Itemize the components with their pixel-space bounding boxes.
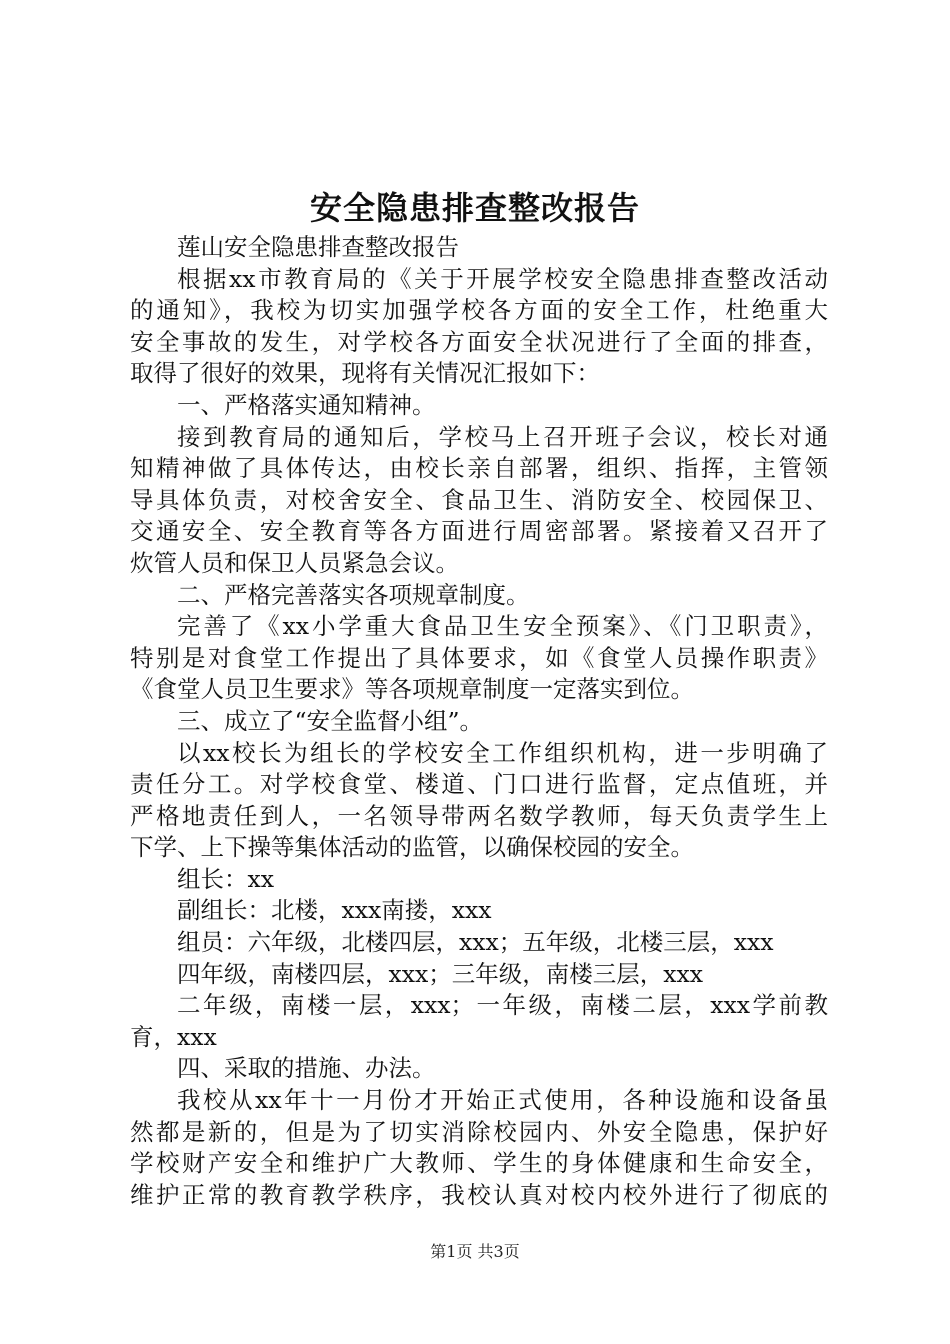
page-footer: 第1页 共3页 [430, 1242, 520, 1261]
body-line: 导具体负责，对校舍安全、食品卫生、消防安全、校园保卫、 [130, 485, 828, 514]
body-line: 副组长：北楼，xxx南搂，xxx [177, 896, 492, 925]
page-title: 安全隐患排查整改报告 [309, 189, 640, 227]
body-line: 《食堂人员卫生要求》等各项规章制度一定落实到位。 [130, 675, 694, 704]
body-line: 四年级，南楼四层，xxx；三年级，南楼三层，xxx [177, 959, 704, 988]
body-line: 三、成立了“安全监督小组”。 [177, 706, 484, 735]
body-line: 以xx校长为组长的学校安全工作组织机构，进一步明确了 [177, 738, 828, 767]
body-line: 安全事故的发生，对学校各方面安全状况进行了全面的排查， [130, 327, 828, 356]
body-line: 责任分工。对学校食堂、楼道、门口进行监督，定点值班，并 [130, 770, 828, 799]
body-line: 学校财产安全和维护广大教师、学生的身体健康和生命安全， [130, 1149, 828, 1178]
body-line: 一、严格落实通知精神。 [177, 390, 436, 419]
body-line: 组员：六年级，北楼四层，xxx；五年级，北楼三层，xxx [177, 928, 774, 957]
body-line: 四、采取的措施、办法。 [177, 1054, 436, 1083]
body-line: 的通知》，我校为切实加强学校各方面的安全工作，杜绝重大 [130, 296, 828, 325]
body-line: 严格地责任到人，一名领导带两名数学教师，每天负责学生上 [130, 801, 828, 830]
body-line: 完善了《xx小学重大食品卫生安全预案》、《门卫职责》， [177, 612, 828, 641]
document-body [130, 232, 828, 1211]
body-line: 二、严格完善落实各项规章制度。 [177, 580, 530, 609]
body-line: 根据xx市教育局的《关于开展学校安全隐患排查整改活动 [177, 264, 828, 293]
body-line: 炊管人员和保卫人员紧急会议。 [130, 548, 459, 577]
body-line: 组长：xx [177, 864, 275, 893]
body-line: 特别是对食堂工作提出了具体要求，如《食堂人员操作职责》 [130, 643, 828, 672]
body-line: 接到教育局的通知后，学校马上召开班子会议，校长对通 [177, 422, 828, 451]
body-line: 交通安全、安全教育等各方面进行周密部署。紧接着又召开了 [130, 517, 828, 546]
body-line: 取得了很好的效果，现将有关情况汇报如下： [130, 359, 600, 388]
body-line: 然都是新的，但是为了切实消除校园内、外安全隐患，保护好 [130, 1117, 828, 1146]
body-line: 维护正常的教育教学秩序，我校认真对校内校外进行了彻底的 [130, 1180, 828, 1209]
body-line: 下学、上下操等集体活动的监管，以确保校园的安全。 [130, 833, 694, 862]
body-line: 育，xxx [130, 1022, 217, 1051]
body-line: 莲山安全隐患排查整改报告 [177, 233, 459, 261]
body-line: 我校从xx年十一月份才开始正式使用，各种设施和设备虽 [177, 1086, 828, 1115]
body-line: 知精神做了具体传达，由校长亲自部署，组织、指挥，主管领 [130, 454, 828, 483]
body-line: 二年级，南楼一层，xxx；一年级，南楼二层，xxx学前教 [177, 991, 828, 1020]
